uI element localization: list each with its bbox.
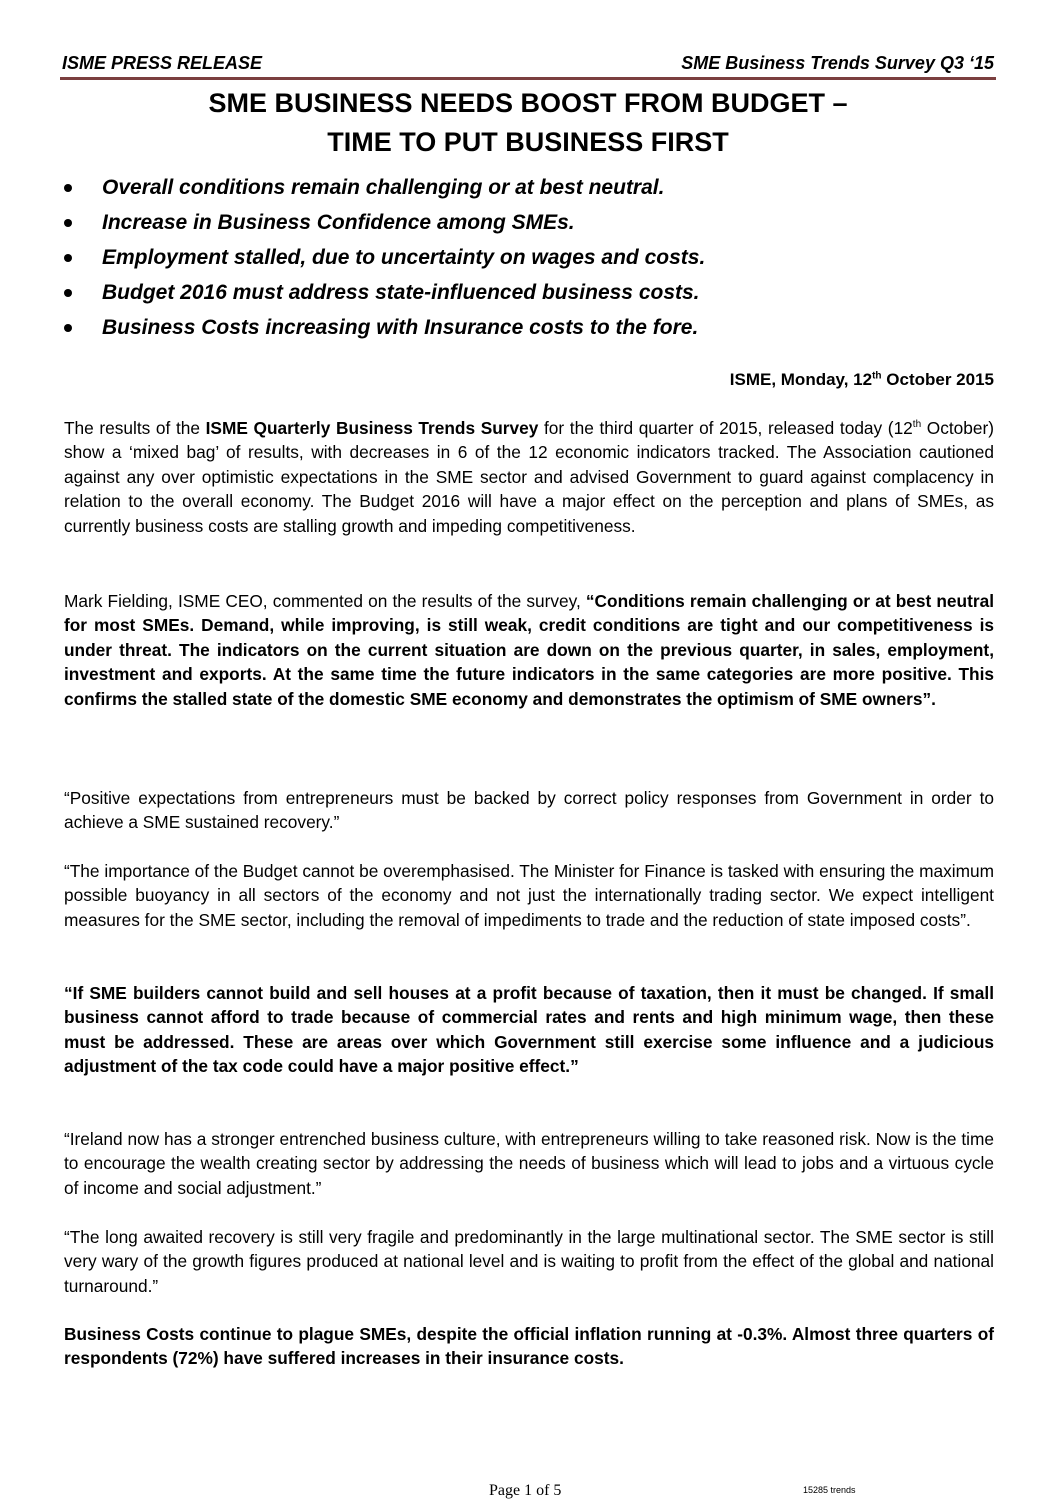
paragraph-budget: “The importance of the Budget cannot be overemphasised. The Minister for Finance is tasked with ensuring the maximum possible buoyancy in all sectors of the economy and not just the internationally trading sector. We expect intelligent measures for the SME sector, including the removal of impediments to trade and the reduction of state imposed costs”. [64,861,994,930]
paragraph-results [64,416,994,538]
survey-name: ISME Quarterly Business Trends Survey [205,418,539,438]
dateline-prefix: ISME, Monday, 12 [729,370,873,389]
bullet-dot-icon [64,289,72,297]
page-title [60,84,996,162]
bullet-dot-icon [64,254,72,262]
bullet-item [62,310,1002,345]
p1-text-a: The results of the [64,418,206,438]
bullet-dot-icon [64,324,72,332]
paragraph-expectations: “Positive expectations from entrepreneurs must be backed by correct policy responses from Government in order to achieve a SME sustained recovery.” [64,788,994,833]
p2-text-a: Mark Fielding, ISME CEO, commented on the results of the survey, [64,591,586,611]
bullet-text: Overall conditions remain challenging or at best neutral. [102,176,665,199]
header-left: ISME PRESS RELEASE [62,53,263,73]
paragraph-ceo-comment [64,589,994,711]
page-number: Page 1 of 5 [489,1482,562,1499]
paragraph-business-costs: Business Costs continue to plague SMEs, despite the official inflation running at -0.3%. Almost three quarters of respondents (72%) have suffered increases in their insurance costs. [64,1324,994,1369]
bullet-text: Business Costs increasing with Insurance costs to the fore. [102,316,699,339]
header-right: SME Business Trends Survey Q3 ‘15 [681,53,994,73]
bullet-item [62,170,1002,205]
bullet-item [62,205,1002,240]
ceo-quote: “Conditions remain challenging or at best neutral for most SMEs. Demand, while improving, is still weak, credit conditions are tight and our competitiveness is under threat. The indicators on the current situation are down on the previous quarter, in sales, employment, investment and exports. At the same time the future indicators in the same categories are more positive. This confirms the stalled state of the domestic SME economy and demonstrates the optimism of SME owners”. [64,591,994,709]
bullet-text: Increase in Business Confidence among SMEs. [102,211,575,234]
p1-text-c: for the third quarter of 2015, released today (12 [538,418,913,438]
page-header [62,52,994,74]
bullet-text: Employment stalled, due to uncertainty on wages and costs. [102,246,706,269]
title-line-1: SME BUSINESS NEEDS BOOST FROM BUDGET – [208,88,848,118]
bullet-item [62,275,1002,310]
p1-sup: th [912,419,922,431]
title-line-2: TIME TO PUT BUSINESS FIRST [327,127,729,157]
bullet-dot-icon [64,184,72,192]
header-rule [60,77,996,80]
paragraph-recovery: “The long awaited recovery is still very fragile and predominantly in the large multinational sector. The SME sector is still very wary of the growth figures produced at national level and is waiting to profit from the effect of the global and national turnaround.” [64,1227,994,1296]
dateline [730,370,994,390]
document-code: 15285 trends [803,1485,856,1495]
bullet-item [62,240,1002,275]
dateline-sup: th [872,370,882,382]
headline-bullets [62,170,1002,345]
bullet-text: Budget 2016 must address state-influenced business costs. [102,281,700,304]
bullet-dot-icon [64,219,72,227]
paragraph-culture: “Ireland now has a stronger entrenched business culture, with entrepreneurs willing to take reasoned risk. Now is the time to encourage the wealth creating sector by addressing the needs of business which will lead to jobs and a virtuous cycle of income and social adjustment.” [64,1129,994,1198]
p1-text-d: October) show a ‘mixed bag’ of results, with decreases in 6 of the 12 economic indicators tracked. The Association cautioned against any over optimistic expectations in the SME sector and advised Government to guard against complacency in relation to the overall economy. The Budget 2016 will have a major effect on the perception and plans of SMEs, as currently business costs are stalling growth and impeding competitiveness. [64,418,994,536]
dateline-suffix: October 2015 [881,370,994,389]
paragraph-taxation: “If SME builders cannot build and sell houses at a profit because of taxation, then it must be changed. If small business cannot afford to trade because of commercial rates and rents and high minimum wage, then these must be addressed. These are areas over which Government still exercise some influence and a judicious adjustment of the tax code could have a major positive effect.” [64,983,994,1077]
